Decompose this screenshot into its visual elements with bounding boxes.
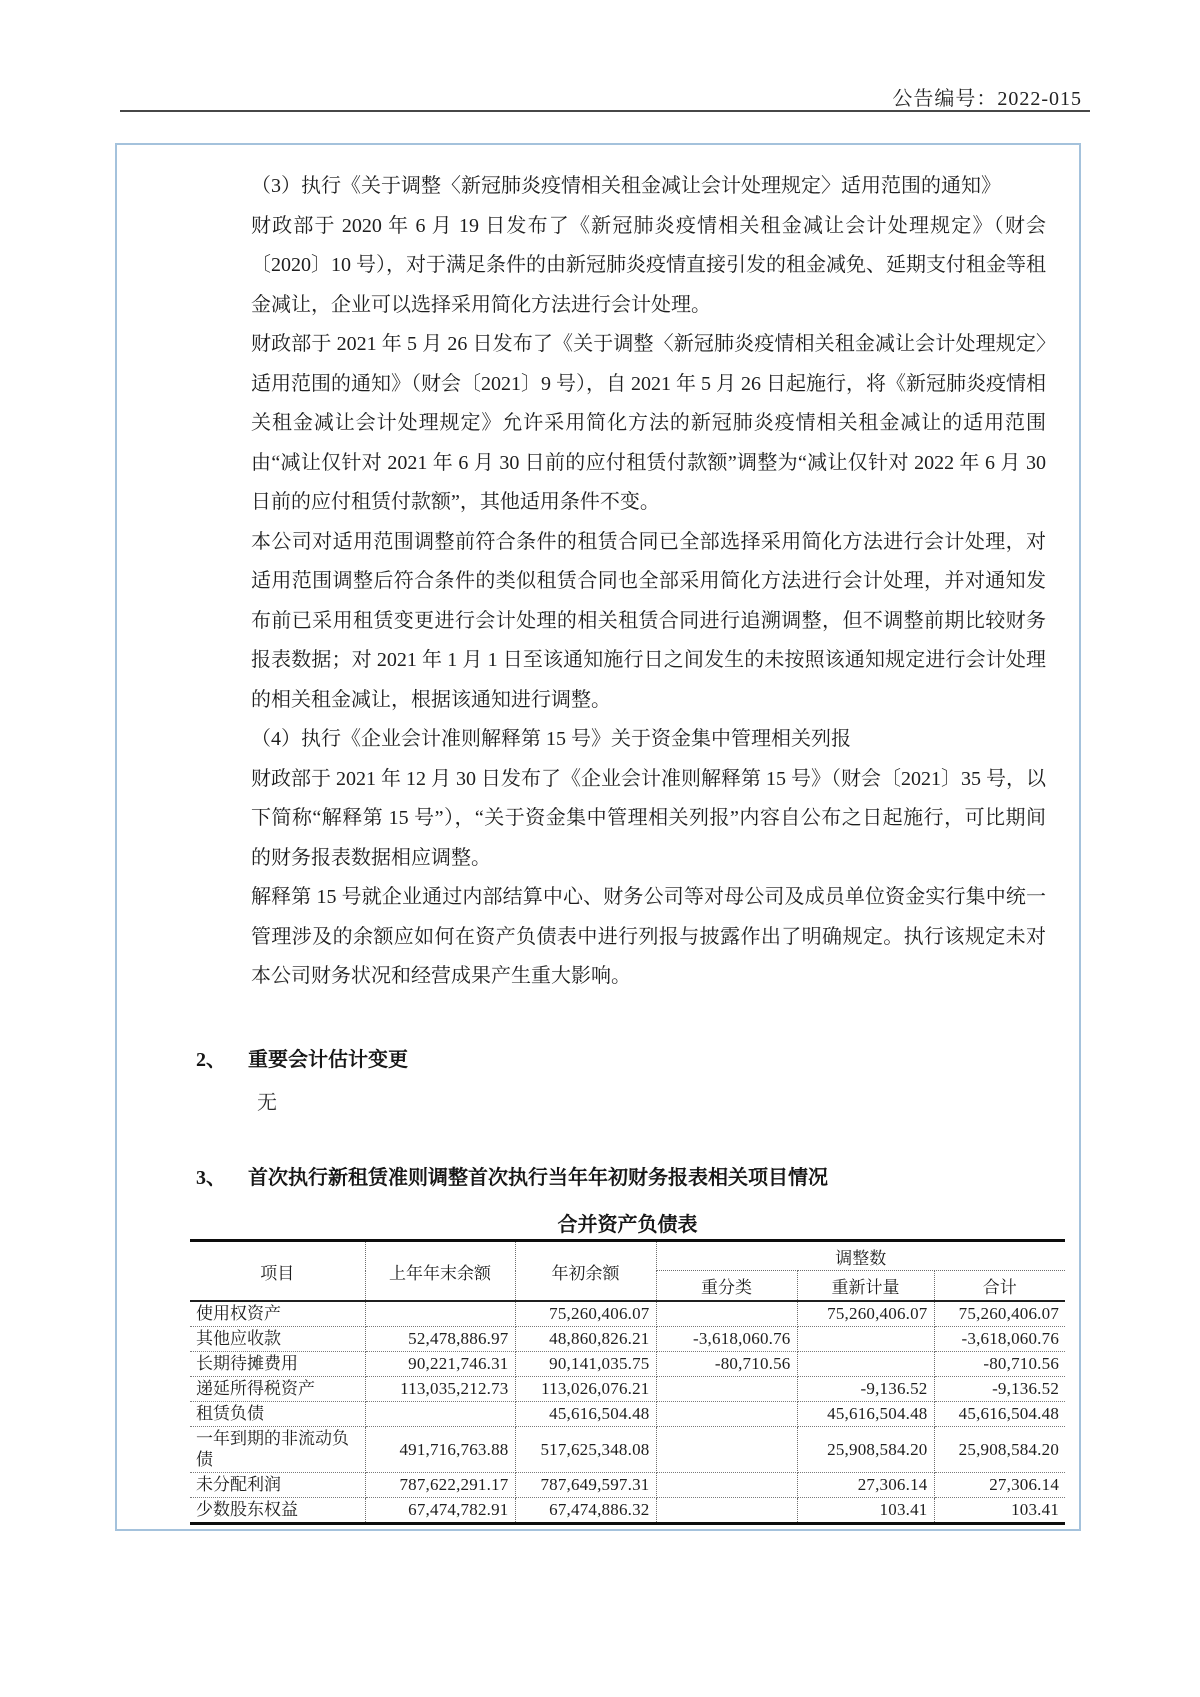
table-cell-item: 使用权资产 [190, 1301, 365, 1327]
table-cell-item: 租赁负债 [190, 1402, 365, 1427]
paragraph-block [251, 167, 1046, 997]
table-cell-value: -3,618,060.76 [934, 1327, 1065, 1352]
table-cell-value: -80,710.56 [934, 1352, 1065, 1377]
table-cell-value [656, 1301, 797, 1327]
table-cell-value [797, 1352, 934, 1377]
table-row [190, 1352, 1065, 1377]
col-header-total: 合计 [982, 1278, 1017, 1297]
section-2-title: 重要会计估计变更 [248, 1049, 408, 1071]
table-row [190, 1402, 1065, 1427]
table-cell-value: 75,260,406.07 [515, 1301, 656, 1327]
col-header-adjustments: 调整数 [656, 1241, 1065, 1271]
table-cell-value: -3,618,060.76 [656, 1327, 797, 1352]
paragraph: 财政部于 2020 年 6 月 19 日发布了《新冠肺炎疫情相关租金减让会计处理规定》（财会〔2020〕10 号），对于满足条件的由新冠肺炎疫情直接引发的租金减免、延期支付租金等租金减让，企业可以选择采用简化方法进行会计处理。 [251, 214, 1046, 316]
table-cell-value [656, 1427, 797, 1473]
table-cell-value: 113,026,076.21 [515, 1377, 656, 1402]
table-cell-value: 787,649,597.31 [515, 1472, 656, 1497]
table-cell-value: 27,306.14 [797, 1472, 934, 1497]
table-cell-value: 27,306.14 [934, 1472, 1065, 1497]
table-cell-value: 45,616,504.48 [797, 1402, 934, 1427]
section-3-title: 首次执行新租赁准则调整首次执行当年年初财务报表相关项目情况 [248, 1167, 828, 1189]
table-cell-value: 787,622,291.17 [365, 1472, 515, 1497]
table-cell-value: 45,616,504.48 [515, 1402, 656, 1427]
content-box [115, 143, 1081, 1531]
table-row [190, 1427, 1065, 1473]
table-cell-value: 52,478,886.97 [365, 1327, 515, 1352]
table-cell-value [656, 1472, 797, 1497]
table-cell-item: 长期待摊费用 [190, 1352, 365, 1377]
table-cell-value: -80,710.56 [656, 1352, 797, 1377]
table-cell-item: 少数股东权益 [190, 1497, 365, 1523]
section-2-number: 2、 [196, 1049, 226, 1071]
table-cell-value: 45,616,504.48 [934, 1402, 1065, 1427]
table-cell-item: 一年到期的非流动负债 [190, 1427, 365, 1473]
table-cell-value [797, 1327, 934, 1352]
paragraph: 财政部于 2021 年 12 月 30 日发布了《企业会计准则解释第 15 号》（财会〔2021〕35 号，以下简称“解释第 15 号”），“关于资金集中管理相关列报”内容自公布之日起施行，可比期间的财务报表数据相应调整。 [251, 767, 1046, 869]
paragraph: （3）执行《关于调整〈新冠肺炎疫情相关租金减让会计处理规定〉适用范围的通知》 [251, 175, 1001, 197]
col-header-prev-year-end: 上年年末余额 [365, 1241, 515, 1302]
table-cell-value [365, 1402, 515, 1427]
section-2-content: 无 [257, 1092, 277, 1114]
table-cell-value: 90,141,035.75 [515, 1352, 656, 1377]
balance-sheet-table [190, 1239, 1065, 1525]
table-row [190, 1377, 1065, 1402]
table-cell-value: -9,136.52 [934, 1377, 1065, 1402]
table-cell-value: 517,625,348.08 [515, 1427, 656, 1473]
table-cell-value [656, 1377, 797, 1402]
table-cell-value: 25,908,584.20 [797, 1427, 934, 1473]
doc-number: 公告编号：2022-015 [892, 88, 1082, 110]
table-cell-value: -9,136.52 [797, 1377, 934, 1402]
table-cell-value [656, 1402, 797, 1427]
table-cell-value: 103.41 [1011, 1499, 1060, 1519]
table-cell-value: 25,908,584.20 [934, 1427, 1065, 1473]
table-cell-value: 103.41 [797, 1497, 934, 1523]
table-cell-value: 491,716,763.88 [365, 1427, 515, 1473]
table-row [190, 1472, 1065, 1497]
balance-sheet [190, 1239, 1065, 1525]
table-cell-value [365, 1301, 515, 1327]
col-header-year-begin: 年初余额 [515, 1241, 656, 1302]
col-header-reclass: 重分类 [656, 1271, 797, 1302]
table-row [190, 1327, 1065, 1352]
table-title: 合并资产负债表 [557, 1214, 698, 1236]
table-cell-value: 48,860,826.21 [515, 1327, 656, 1352]
section-2-heading [196, 1043, 408, 1072]
table-cell-value [656, 1497, 797, 1523]
section-3-number: 3、 [196, 1167, 226, 1189]
table-cell-value: 113,035,212.73 [365, 1377, 515, 1402]
table-row [190, 1497, 1065, 1523]
table-row [190, 1301, 1065, 1327]
table-cell-item: 其他应收款 [190, 1327, 365, 1352]
section-3-heading [196, 1161, 828, 1190]
paragraph: （4）执行《企业会计准则解释第 15 号》关于资金集中管理相关列报 [251, 728, 851, 750]
paragraph: 本公司对适用范围调整前符合条件的租赁合同已全部选择采用简化方法进行会计处理，对适用范围调整后符合条件的类似租赁合同也全部采用简化方法进行会计处理，并对通知发布前已采用租赁变更进行会计处理的相关租赁合同进行追溯调整，但不调整前期比较财务报表数据；对 2021 年 1 月 1 日至该通知施行日之间发生的未按照该通知规定进行会计处理的相关租金减让，根据该通知进行调整。 [251, 530, 1046, 711]
col-header-item: 项目 [190, 1241, 365, 1302]
header-rule [120, 110, 1090, 112]
table-cell-value: 67,474,886.32 [515, 1497, 656, 1523]
paragraph: 财政部于 2021 年 5 月 26 日发布了《关于调整〈新冠肺炎疫情相关租金减让会计处理规定〉适用范围的通知》（财会〔2021〕9 号），自 2021 年 5 月 26 日起施行，将《新冠肺炎疫情相关租金减让会计处理规定》允许采用简化方法的新冠肺炎疫情相关租金减让的适用范围由“减让仅针对 2021 年 6 月 30 日前的应付租赁付款额”调整为“减让仅针对 2022 年 6 月 30 日前的应付租赁付款额”，其他适用条件不变。 [251, 333, 1046, 513]
table-cell-item: 未分配利润 [190, 1472, 365, 1497]
table-cell-item: 递延所得税资产 [190, 1377, 365, 1402]
paragraph: 解释第 15 号就企业通过内部结算中心、财务公司等对母公司及成员单位资金实行集中统一管理涉及的余额应如何在资产负债表中进行列报与披露作出了明确规定。执行该规定未对本公司财务状况和经营成果产生重大影响。 [251, 886, 1046, 987]
table-cell-value: 90,221,746.31 [365, 1352, 515, 1377]
col-header-remeasure: 重新计量 [797, 1271, 934, 1302]
table-cell-value: 75,260,406.07 [934, 1301, 1065, 1327]
table-cell-value: 67,474,782.91 [365, 1497, 515, 1523]
table-cell-value: 75,260,406.07 [797, 1301, 934, 1327]
